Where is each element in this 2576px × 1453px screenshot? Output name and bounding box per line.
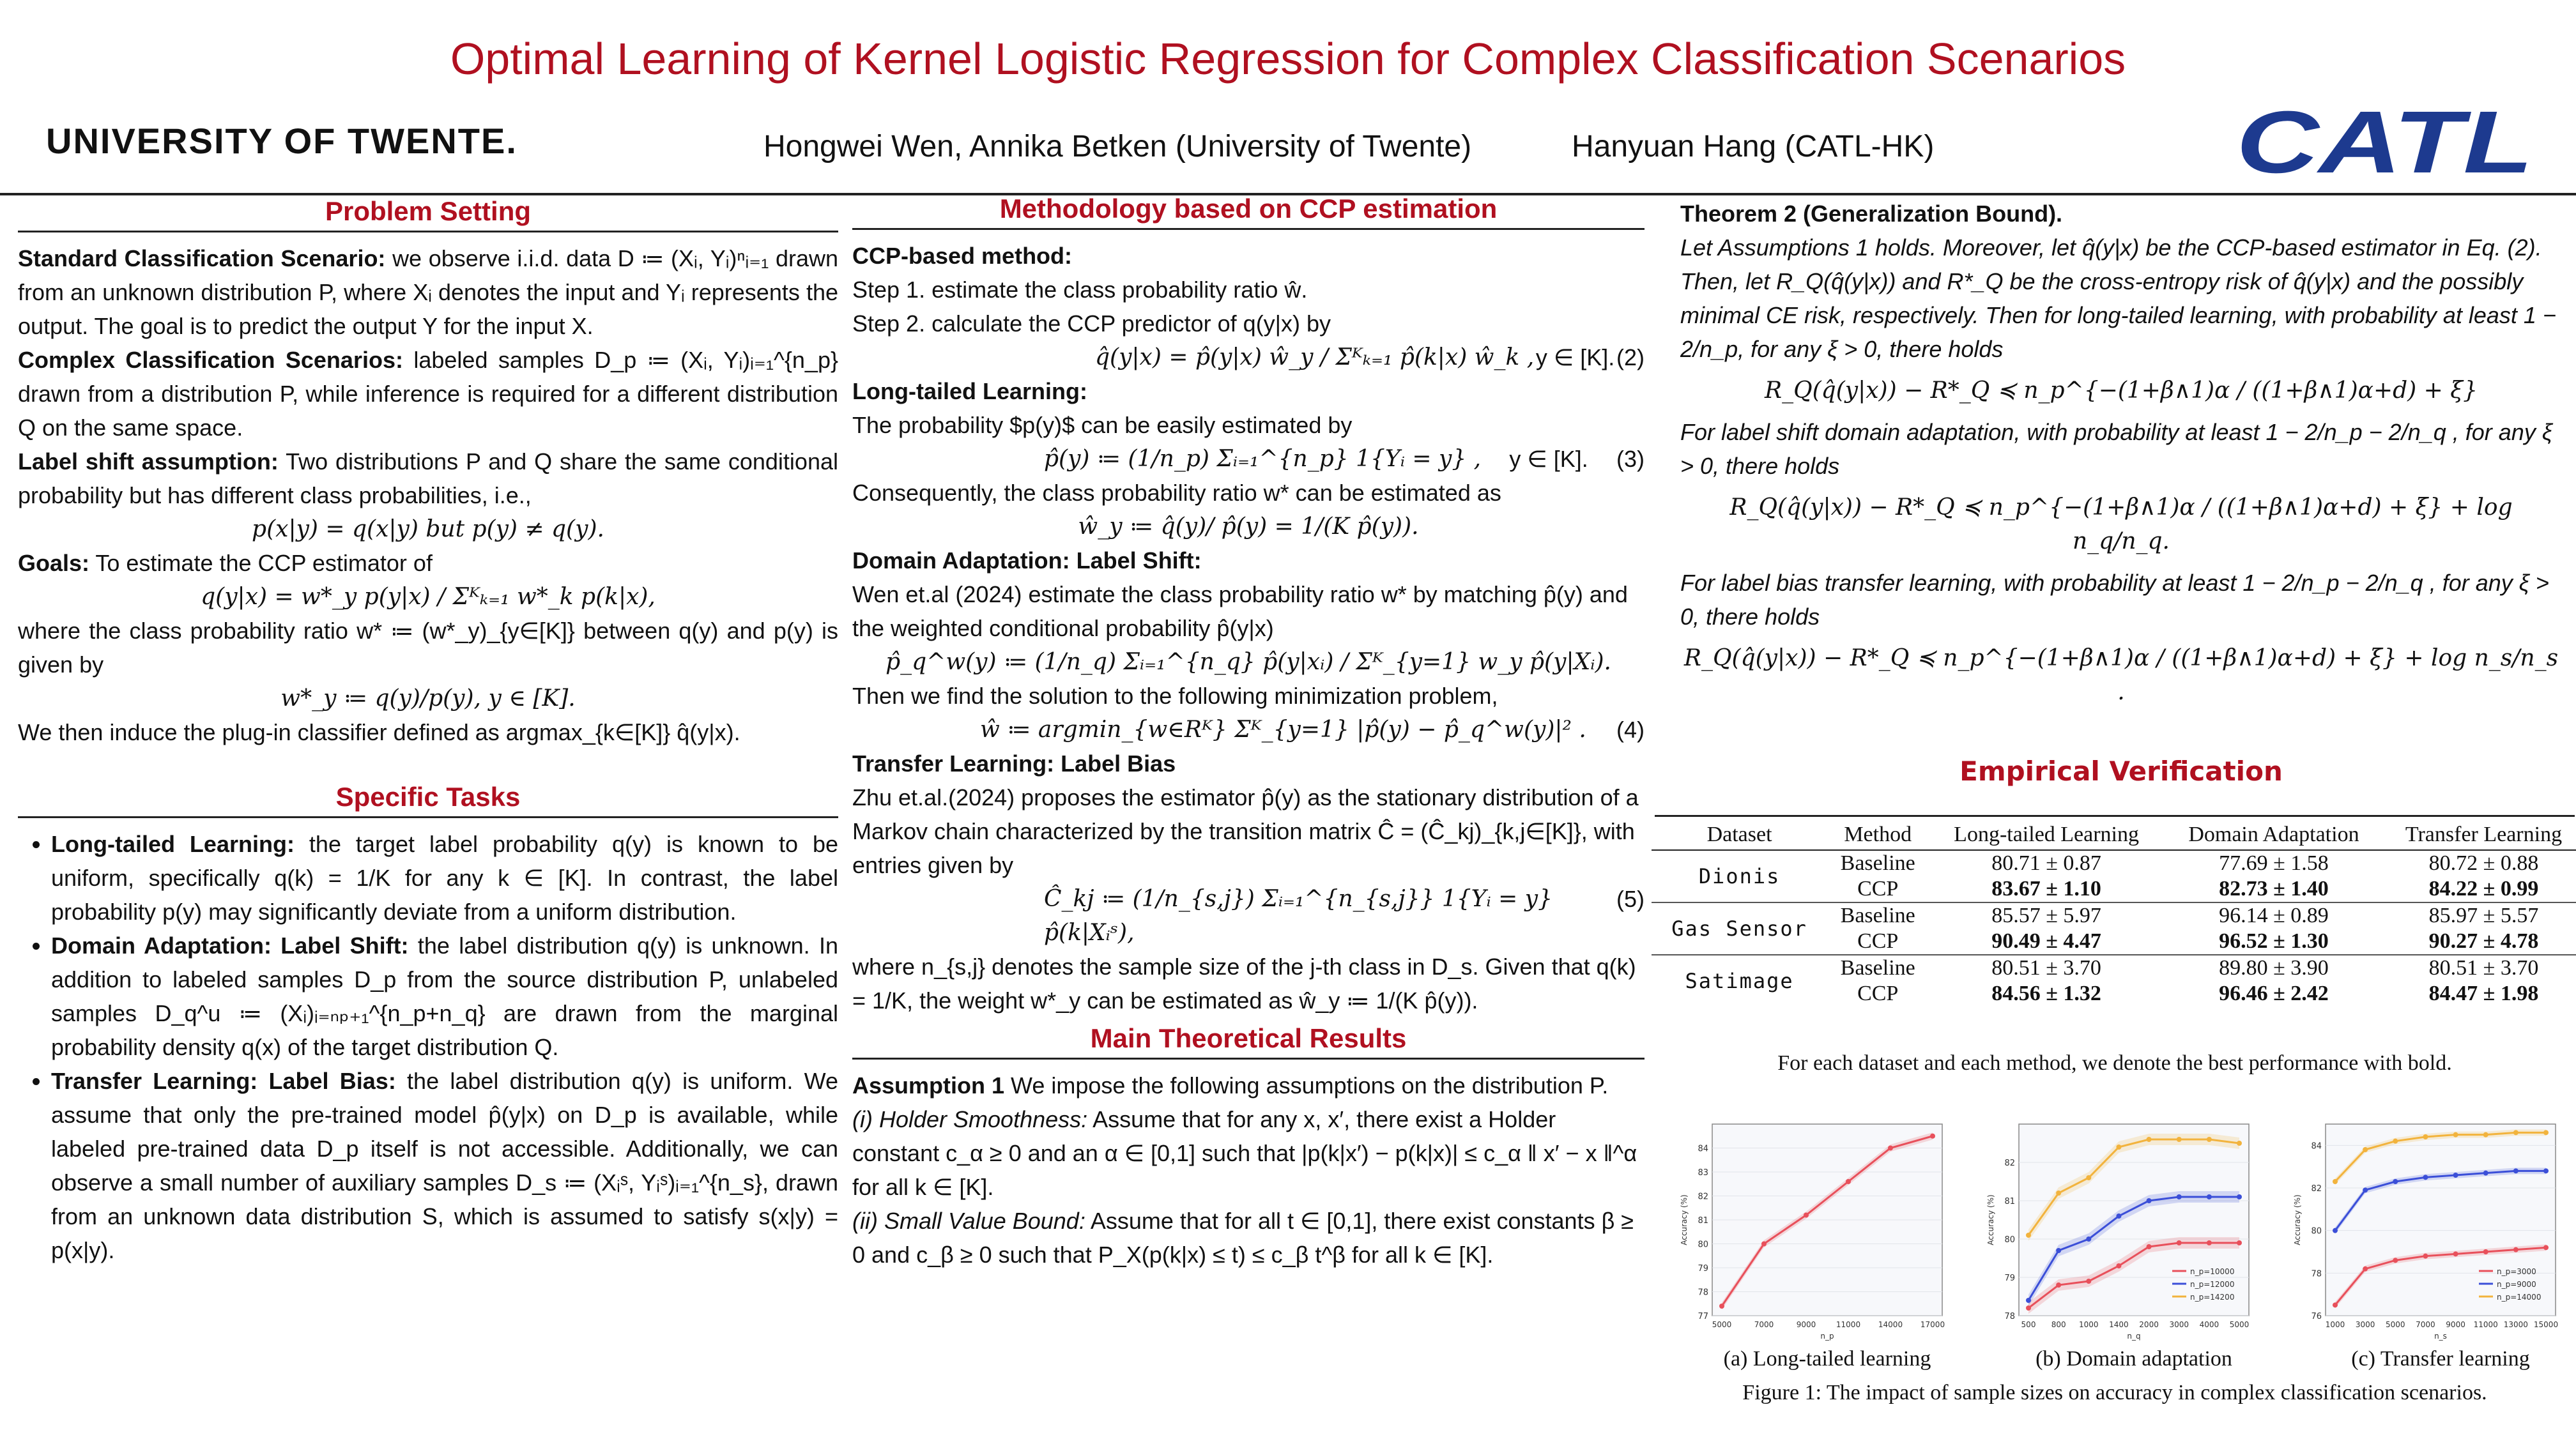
- x-tick-label: 3000: [2169, 1320, 2189, 1329]
- x-tick-label: 800: [2051, 1320, 2066, 1329]
- data-point: [2513, 1247, 2518, 1252]
- table-note: For each dataset and each method, we denote the best performance with bold.: [1777, 1051, 2452, 1075]
- data-point: [2543, 1168, 2549, 1173]
- column-right: [1680, 197, 2562, 717]
- subfigure-title: (c) Transfer learning: [2351, 1347, 2530, 1371]
- y-tick-label: 82: [2004, 1159, 2015, 1168]
- value-cell: 96.46 ± 2.42: [2219, 982, 2329, 1005]
- data-point: [2393, 1139, 2398, 1144]
- x-axis-label: n_s: [2434, 1332, 2447, 1341]
- x-tick-label: 11000: [1836, 1320, 1861, 1329]
- catl-logo: [2236, 101, 2536, 178]
- value-cell: 90.49 ± 4.47: [1991, 929, 2101, 953]
- table-header-row: [1652, 820, 2576, 850]
- equation-3: p̂(y) ≔ (1/n_p) Σᵢ₌₁^{n_p} 1{Yᵢ = y} , y ∈ [K]. (3): [1044, 446, 1644, 472]
- y-tick-label: 78: [2311, 1269, 2322, 1279]
- assumption-1: Assumption 1 We impose the following assumptions on the distribution P.: [852, 1072, 1609, 1099]
- x-tick-label: 5000: [2386, 1320, 2405, 1329]
- subfigure-title: (a) Long-tailed learning: [1723, 1347, 1931, 1371]
- col-domain-adaptation: Domain Adaptation: [2165, 820, 2383, 850]
- y-tick-label: 84: [2311, 1141, 2322, 1152]
- data-point: [2177, 1240, 2182, 1245]
- y-tick-label: 83: [1698, 1168, 1708, 1178]
- results-figure: [1674, 1111, 2568, 1386]
- results-table: [1652, 820, 2576, 1007]
- data-point: [1761, 1242, 1767, 1247]
- tasks-heading: Specific Tasks: [335, 782, 521, 812]
- subfigure-title: (b) Domain adaptation: [2035, 1347, 2232, 1371]
- problem-eq-label-shift: p(x|y) = q(x|y) but p(y) ≠ q(y).: [252, 516, 604, 542]
- y-tick-label: 79: [1698, 1264, 1708, 1274]
- value-cell: 90.27 ± 4.78: [2428, 929, 2539, 953]
- lt-equation: ŵ_y ≔ q̂(y)/ p̂(y) = 1/(K p̂(y)).: [1078, 513, 1419, 540]
- assumption-i: (i) Holder Smoothness: Assume that for any x, x′, there exist a Holder constant c_α ≥ 0 and an α ∈ [0,1] such that |p(k|x′) − p(k|x)| ≤ c_α ‖ x′ − x ‖^α for all k ∈ [K].: [852, 1106, 1637, 1200]
- data-point: [2207, 1240, 2212, 1245]
- data-point: [2453, 1132, 2458, 1137]
- x-tick-label: 17000: [1920, 1320, 1945, 1329]
- tasks-list: [18, 827, 838, 1267]
- x-tick-label: 7000: [2416, 1320, 2435, 1329]
- dataset-cell: Gas Sensor: [1652, 902, 1827, 955]
- value-cell: 80.72 ± 0.88: [2383, 850, 2576, 876]
- problem-p1: Standard Classification Scenario: we observe i.i.d. data D ≔ (Xᵢ, Yᵢ)ⁿᵢ₌₁ drawn from an unknown distribution P, where Xᵢ denotes the input and Yᵢ represents the output. The goal is to predict the output Y for the input X.: [18, 245, 838, 339]
- column-left: [18, 194, 838, 1267]
- lt-text2: Consequently, the class probability ratio w* can be estimated as: [852, 480, 1501, 506]
- value-cell: 84.22 ± 0.99: [2428, 877, 2539, 901]
- task-transfer-learning: • Transfer Learning: Label Bias: the label distribution q(y) is uniform. We assume that only the pre-trained model p̂(y|x) on D_p is available, while labeled pre-trained data D_p itself is not accessible. Additionally, we can observe a small number of auxiliary samples D_s ≔ (Xᵢˢ, Yᵢˢ)ᵢ₌₁^{n_s}, drawn from an unknown data distribution S, which is assumed to satisfy s(x|y) = p(x|y).: [51, 1064, 838, 1267]
- university-logo: UNIVERSITY OF TWENTE.: [46, 121, 518, 161]
- data-point: [2513, 1168, 2518, 1173]
- x-axis-label: n_q: [2127, 1332, 2141, 1341]
- poster-title: Optimal Learning of Kernel Logistic Regression for Complex Classification Scenarios: [450, 34, 2126, 84]
- tl-text2: where n_{s,j} denotes the sample size of the j-th class in D_s. Given that q(k) = 1/K, the weight w*_y can be estimated as ŵ_y ≔ 1/(K p̂(y)).: [852, 954, 1636, 1014]
- data-point: [2237, 1194, 2242, 1199]
- value-cell: 89.80 ± 3.90: [2165, 955, 2383, 981]
- y-tick-label: 80: [2004, 1235, 2015, 1245]
- empirical-heading: Empirical Verification: [1959, 756, 2283, 787]
- x-tick-label: 5000: [2229, 1320, 2250, 1329]
- data-point: [2393, 1179, 2398, 1184]
- equation-4: ŵ ≔ argmin_{w∈Rᴷ} Σᴷ_{y=1} |p̂(y) − p̂_q^w(y)|² . (4): [980, 717, 1644, 743]
- section-rule: [852, 228, 1644, 230]
- x-tick-label: 4000: [2199, 1320, 2220, 1329]
- lt-label: Long-tailed Learning:: [852, 378, 1087, 404]
- value-cell: 80.51 ± 3.70: [1928, 955, 2165, 981]
- section-rule: [852, 1058, 1644, 1060]
- ccp-label: CCP-based method:: [852, 243, 1073, 269]
- x-tick-label: 1000: [2325, 1320, 2345, 1329]
- value-cell: 84.56 ± 1.32: [1991, 982, 2101, 1005]
- data-point: [2483, 1171, 2488, 1176]
- y-tick-label: 78: [2004, 1312, 2015, 1321]
- data-point: [2483, 1249, 2488, 1254]
- method-cell: Baseline: [1827, 902, 1928, 929]
- data-point: [2086, 1175, 2091, 1180]
- data-point: [2363, 1187, 2368, 1192]
- data-point: [2147, 1244, 2152, 1249]
- x-tick-label: 11000: [2473, 1320, 2498, 1329]
- x-tick-label: 15000: [2533, 1320, 2559, 1329]
- theorem-text2: For label shift domain adaptation, with probability at least 1 − 2/n_p − 2/n_q , for any ξ > 0, there holds: [1680, 419, 2552, 479]
- method-cell: Baseline: [1827, 955, 1928, 981]
- legend-label: n_p=14200: [2190, 1293, 2235, 1302]
- data-point: [1804, 1213, 1809, 1218]
- problem-p2: Complex Classification Scenarios: labeled samples D_p ≔ (Xᵢ, Yᵢ)ᵢ₌₁^{n_p} drawn from a distribution P, while inference is required for a different distribution Q on the same space.: [18, 347, 838, 441]
- data-point: [2056, 1282, 2061, 1288]
- value-cell: 77.69 ± 1.58: [2165, 850, 2383, 876]
- data-point: [1888, 1146, 1893, 1151]
- data-point: [2333, 1302, 2338, 1307]
- dataset-cell: Satimage: [1652, 955, 1827, 1007]
- y-tick-label: 79: [2004, 1274, 2015, 1283]
- tl-label: Transfer Learning: Label Bias: [852, 750, 1176, 777]
- data-point: [2026, 1298, 2031, 1303]
- y-tick-label: 81: [2004, 1197, 2015, 1206]
- y-tick-label: 80: [2311, 1226, 2322, 1236]
- data-point: [2453, 1251, 2458, 1256]
- tl-text: Zhu et.al.(2024) proposes the estimator p̂(y) as the stationary distribution of a Markov chain characterized by the transition matrix Ĉ = (Ĉ_kj)_{k,j∈[K]}, with entries given by: [852, 784, 1639, 878]
- col-method: Method: [1827, 820, 1928, 850]
- section-rule: [18, 231, 838, 232]
- da-label: Domain Adaptation: Label Shift:: [852, 547, 1202, 574]
- catl-logo-text: CATL: [2236, 101, 2533, 178]
- value-cell: 80.51 ± 3.70: [2383, 955, 2576, 981]
- da-text: Wen et.al (2024) estimate the class probability ratio w* by matching p̂(y) and the weighted conditional probability p̂(y|x): [852, 581, 1628, 641]
- y-tick-label: 81: [1698, 1216, 1708, 1226]
- problem-eq-ccp: q(y|x) = w*_y p(y|x) / Σᴷₖ₌₁ w*_k p(k|x),: [201, 584, 656, 610]
- theorem-eq-b: R_Q(q̂(y|x)) − R*_Q ≼ n_p^{−(1+β∧1)α / ((1+β∧1)α+d) + ξ} + log n_q/n_q.: [1729, 494, 2513, 554]
- problem-heading: Problem Setting: [325, 196, 532, 226]
- value-cell: 82.73 ± 1.40: [2219, 877, 2329, 901]
- x-tick-label: 13000: [2503, 1320, 2528, 1329]
- table-row: [1652, 850, 2576, 876]
- da-equation: p̂_q^w(y) ≔ (1/n_q) Σᵢ₌₁^{n_q} p̂(y|xᵢ) / Σᴷ_{y=1} w_y p̂(y|Xᵢ).: [885, 649, 1611, 675]
- data-point: [2177, 1137, 2182, 1142]
- table-row: [1652, 955, 2576, 981]
- x-tick-label: 5000: [1712, 1320, 1732, 1329]
- data-point: [2333, 1228, 2338, 1233]
- data-point: [2116, 1263, 2121, 1268]
- x-tick-label: 2000: [2139, 1320, 2159, 1329]
- legend-label: n_p=12000: [2190, 1280, 2235, 1289]
- x-tick-label: 7000: [1754, 1320, 1774, 1329]
- data-point: [1930, 1134, 1935, 1139]
- data-point: [2026, 1233, 2031, 1238]
- table-row: [1652, 902, 2576, 929]
- problem-p3: Label shift assumption: Two distributions P and Q share the same conditional probability but has different class probabilities, i.e.,: [18, 448, 838, 508]
- y-tick-label: 78: [1698, 1288, 1708, 1298]
- data-point: [2423, 1134, 2428, 1139]
- y-tick-label: 82: [1698, 1192, 1708, 1202]
- results-table-wrap: [1652, 820, 2576, 1007]
- equation-5: Ĉ_kj ≔ (1/n_{s,j}) Σᵢ₌₁^{n_{s,j}} 1{Yᵢ = y} p̂(k|Xᵢˢ), (5): [1044, 886, 1644, 946]
- lt-text: The probability $p(y)$ can be easily estimated by: [852, 412, 1353, 438]
- value-cell: 84.47 ± 1.98: [2428, 982, 2539, 1005]
- table-top-rule: [1655, 815, 2575, 817]
- data-point: [2453, 1173, 2458, 1178]
- theorem-label: Theorem 2 (Generalization Bound).: [1680, 201, 2063, 227]
- value-cell: 96.52 ± 1.30: [2219, 929, 2329, 953]
- step-2: Step 2. calculate the CCP predictor of q(y|x) by: [852, 310, 1331, 337]
- legend-label: n_p=10000: [2190, 1267, 2235, 1276]
- data-point: [2393, 1258, 2398, 1263]
- method-cell: CCP: [1857, 982, 1899, 1005]
- theorem-text1: Let Assumptions 1 holds. Moreover, let q̂(y|x) be the CCP-based estimator in Eq. (2). Then, let R_Q(q̂(y|x)) and R*_Q be the cross-entropy risk of q̂(y|x) and the possibly minimal CE risk, respectively. Then for long-tailed learning, with probability at least 1 − 2/n_p, for any ξ > 0, there holds: [1680, 234, 2556, 362]
- method-cell: Baseline: [1827, 850, 1928, 876]
- data-point: [2513, 1130, 2518, 1135]
- data-point: [2116, 1213, 2121, 1219]
- data-point: [2543, 1245, 2549, 1250]
- y-axis-label: Accuracy (%): [1680, 1194, 1689, 1245]
- col-transfer: Transfer Learning: [2383, 820, 2576, 850]
- data-point: [2333, 1179, 2338, 1184]
- x-tick-label: 9000: [2446, 1320, 2465, 1329]
- data-point: [2423, 1175, 2428, 1180]
- data-point: [2363, 1147, 2368, 1152]
- data-point: [2207, 1194, 2212, 1199]
- data-point: [2116, 1145, 2121, 1150]
- legend-label: n_p=14000: [2497, 1293, 2542, 1302]
- legend-label: n_p=3000: [2497, 1267, 2536, 1276]
- da-text2: Then we find the solution to the following minimization problem,: [852, 683, 1498, 709]
- theorem-eq-a: R_Q(q̂(y|x)) − R*_Q ≼ n_p^{−(1+β∧1)α / ((1+β∧1)α+d) + ξ}: [1765, 377, 2478, 404]
- problem-eq-ratio: w*_y ≔ q(y)/p(y), y ∈ [K].: [280, 685, 576, 711]
- x-axis-label: n_p: [1820, 1332, 1834, 1341]
- data-point: [2026, 1305, 2031, 1311]
- section-rule: [18, 816, 838, 818]
- equation-2: q̂(y|x) = p̂(y|x) ŵ_y / Σᴷₖ₌₁ p̂(k|x) ŵ_k , y ∈ [K]. (2): [1095, 344, 1644, 370]
- data-point: [2086, 1279, 2091, 1284]
- data-point: [2363, 1267, 2368, 1272]
- data-point: [1719, 1304, 1724, 1309]
- x-tick-label: 500: [2021, 1320, 2036, 1329]
- value-cell: 85.97 ± 5.57: [2383, 902, 2576, 929]
- dataset-cell: Dionis: [1652, 850, 1827, 902]
- y-tick-label: 77: [1698, 1312, 1708, 1321]
- figure-caption: Figure 1: The impact of sample sizes on accuracy in complex classification scenarios.: [1742, 1381, 2487, 1404]
- col-long-tailed: Long-tailed Learning: [1928, 820, 2165, 850]
- data-point: [2147, 1137, 2152, 1142]
- data-point: [2056, 1191, 2061, 1196]
- value-cell: 85.57 ± 5.97: [1928, 902, 2165, 929]
- method-heading: Methodology based on CCP estimation: [999, 194, 1498, 224]
- y-tick-label: 76: [2311, 1312, 2322, 1321]
- data-point: [2543, 1130, 2549, 1135]
- authors-right: Hanyuan Hang (CATL-HK): [1572, 130, 1935, 164]
- x-tick-label: 1400: [2109, 1320, 2129, 1329]
- y-axis-label: Accuracy (%): [1986, 1194, 1995, 1245]
- theory-heading: Main Theoretical Results: [1090, 1023, 1407, 1053]
- problem-p6: We then induce the plug-in classifier defined as argmax_{k∈[K]} q̂(y|x).: [18, 719, 740, 745]
- method-cell: CCP: [1857, 929, 1899, 953]
- data-point: [2237, 1240, 2242, 1245]
- data-point: [2423, 1254, 2428, 1259]
- data-point: [2086, 1236, 2091, 1242]
- data-point: [2147, 1198, 2152, 1203]
- x-tick-label: 3000: [2355, 1320, 2375, 1329]
- data-point: [2177, 1194, 2182, 1199]
- x-tick-label: 9000: [1796, 1320, 1816, 1329]
- task-long-tailed: • Long-tailed Learning: the target label probability q(y) is known to be uniform, specifically q(k) = 1/K for any k ∈ [K]. In contrast, the label probability p(y) may significantly deviate from a uniform distribution.: [51, 827, 838, 929]
- y-tick-label: 80: [1698, 1240, 1708, 1250]
- data-point: [2207, 1137, 2212, 1142]
- data-point: [1846, 1179, 1851, 1184]
- assumption-ii: (ii) Small Value Bound: Assume that for all t ∈ [0,1], there exist constants β ≥ 0 and c_β ≥ 0 such that P_X(p(k|x) ≤ t) ≤ c_β t^β for all k ∈ [K].: [852, 1208, 1634, 1268]
- data-point: [2237, 1141, 2242, 1146]
- value-cell: 83.67 ± 1.10: [1991, 877, 2101, 901]
- y-tick-label: 84: [1698, 1144, 1708, 1154]
- value-cell: 80.71 ± 0.87: [1928, 850, 2165, 876]
- authors-left: Hongwei Wen, Annika Betken (University of Twente): [763, 130, 1472, 164]
- problem-p4: Goals: To estimate the CCP estimator of: [18, 550, 433, 576]
- y-tick-label: 82: [2311, 1184, 2322, 1194]
- legend-label: n_p=9000: [2497, 1280, 2536, 1289]
- theorem-text3: For label bias transfer learning, with probability at least 1 − 2/n_p − 2/n_q , for any ξ > 0, there holds: [1680, 570, 2549, 630]
- col-dataset: Dataset: [1652, 820, 1827, 850]
- x-tick-label: 1000: [2079, 1320, 2099, 1329]
- column-middle: [852, 192, 1644, 1272]
- theorem-eq-c: R_Q(q̂(y|x)) − R*_Q ≼ n_p^{−(1+β∧1)α / ((1+β∧1)α+d) + ξ} + log n_s/n_s .: [1683, 645, 2559, 705]
- task-domain-adaptation: • Domain Adaptation: Label Shift: the label distribution q(y) is unknown. In addition to labeled samples D_p from the source distribution P, unlabeled samples D_q^u ≔ (Xᵢ)ᵢ₌ₙₚ₊₁^{n_p+n_q} are drawn from the marginal probability density q(x) of the target distribution Q.: [51, 929, 838, 1064]
- data-point: [2056, 1248, 2061, 1253]
- step-1: Step 1. estimate the class probability ratio ŵ.: [852, 277, 1308, 303]
- method-cell: CCP: [1857, 877, 1899, 901]
- x-tick-label: 14000: [1878, 1320, 1903, 1329]
- y-axis-label: Accuracy (%): [2293, 1194, 2302, 1245]
- problem-p5: where the class probability ratio w* ≔ (w*_y)_{y∈[K]} between q(y) and p(y) is given by: [18, 618, 838, 678]
- value-cell: 96.14 ± 0.89: [2165, 902, 2383, 929]
- data-point: [2483, 1132, 2488, 1137]
